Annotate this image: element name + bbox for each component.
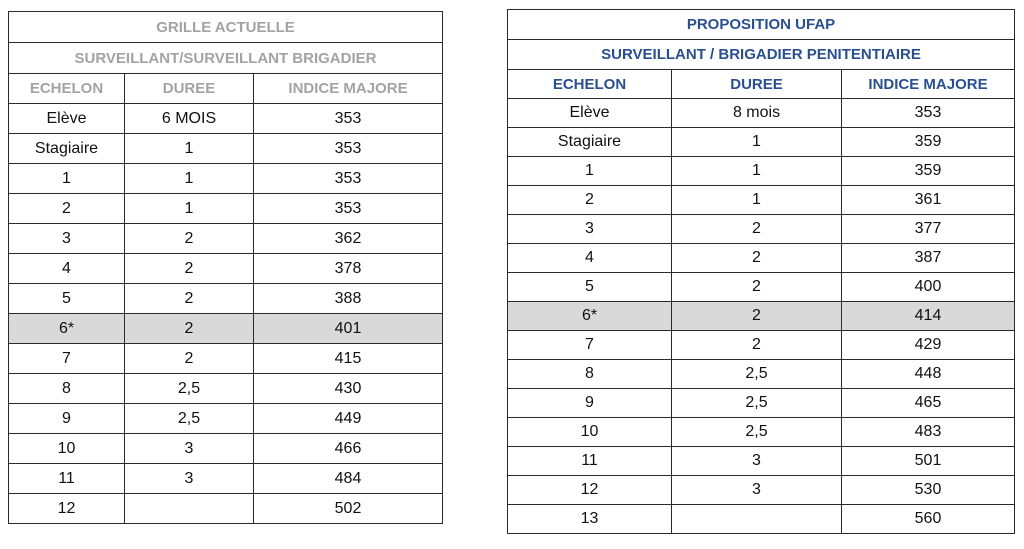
cell-indice-majore: 361 — [842, 186, 1015, 215]
cell-indice-majore: 430 — [254, 374, 443, 404]
cell-indice-majore: 353 — [254, 164, 443, 194]
cell-indice-majore: 359 — [842, 128, 1015, 157]
cell-duree: 8 mois — [672, 99, 842, 128]
table-row — [508, 360, 1015, 389]
cell-indice-majore: 353 — [254, 134, 443, 164]
cell-indice-majore: 530 — [842, 476, 1015, 505]
cell-indice-majore: 466 — [254, 434, 443, 464]
table-row — [508, 215, 1015, 244]
table-row — [508, 157, 1015, 186]
table-row — [9, 224, 443, 254]
cell-duree: 1 — [672, 186, 842, 215]
cell-echelon: 8 — [9, 374, 125, 404]
table-row — [9, 464, 443, 494]
cell-echelon: Elève — [508, 99, 672, 128]
cell-echelon: 3 — [9, 224, 125, 254]
cell-duree: 1 — [125, 134, 254, 164]
column-header-duree: DUREE — [125, 74, 254, 104]
cell-indice-majore: 484 — [254, 464, 443, 494]
column-header-echelon: ECHELON — [508, 70, 672, 99]
table-row — [9, 104, 443, 134]
cell-echelon: 9 — [9, 404, 125, 434]
cell-duree: 2 — [672, 302, 842, 331]
column-header-echelon: ECHELON — [9, 74, 125, 104]
cell-duree: 1 — [125, 164, 254, 194]
cell-echelon: 3 — [508, 215, 672, 244]
cell-duree: 2 — [125, 344, 254, 374]
cell-duree: 2 — [125, 224, 254, 254]
cell-duree: 3 — [672, 447, 842, 476]
cell-indice-majore: 353 — [254, 104, 443, 134]
table-row — [508, 99, 1015, 128]
cell-echelon: 11 — [9, 464, 125, 494]
cell-echelon: Elève — [9, 104, 125, 134]
cell-indice-majore: 362 — [254, 224, 443, 254]
table-row — [508, 128, 1015, 157]
table-row — [508, 418, 1015, 447]
cell-echelon: 12 — [9, 494, 125, 524]
cell-echelon: 5 — [508, 273, 672, 302]
table-title: PROPOSITION UFAP — [508, 10, 1015, 40]
cell-duree — [125, 494, 254, 524]
table-title-row — [9, 12, 443, 43]
cell-echelon: 2 — [9, 194, 125, 224]
cell-indice-majore: 415 — [254, 344, 443, 374]
cell-indice-majore: 377 — [842, 215, 1015, 244]
cell-indice-majore: 359 — [842, 157, 1015, 186]
table-header-row — [9, 74, 443, 104]
cell-echelon: 4 — [508, 244, 672, 273]
table-row — [508, 302, 1015, 331]
table-row — [508, 331, 1015, 360]
table-row — [508, 505, 1015, 534]
table-row — [9, 254, 443, 284]
cell-duree: 2,5 — [672, 360, 842, 389]
cell-indice-majore: 387 — [842, 244, 1015, 273]
cell-echelon: 8 — [508, 360, 672, 389]
cell-echelon: 1 — [9, 164, 125, 194]
cell-duree: 1 — [125, 194, 254, 224]
column-header-indice: INDICE MAJORE — [842, 70, 1015, 99]
cell-echelon: 5 — [9, 284, 125, 314]
cell-duree: 2,5 — [125, 374, 254, 404]
cell-indice-majore: 401 — [254, 314, 443, 344]
cell-indice-majore: 353 — [842, 99, 1015, 128]
cell-duree: 2 — [125, 284, 254, 314]
table-row — [9, 164, 443, 194]
cell-echelon: 2 — [508, 186, 672, 215]
table-row — [508, 273, 1015, 302]
cell-duree: 3 — [125, 464, 254, 494]
cell-echelon: 10 — [508, 418, 672, 447]
cell-duree: 1 — [672, 128, 842, 157]
table-header-row — [508, 70, 1015, 99]
cell-indice-majore: 400 — [842, 273, 1015, 302]
cell-duree — [672, 505, 842, 534]
table-subtitle: SURVEILLANT/SURVEILLANT BRIGADIER — [9, 43, 443, 74]
table-row — [9, 434, 443, 464]
cell-duree: 6 MOIS — [125, 104, 254, 134]
cell-indice-majore: 353 — [254, 194, 443, 224]
table-row — [9, 374, 443, 404]
cell-echelon: 6* — [9, 314, 125, 344]
cell-duree: 1 — [672, 157, 842, 186]
cell-indice-majore: 501 — [842, 447, 1015, 476]
table-subtitle: SURVEILLANT / BRIGADIER PENITENTIAIRE — [508, 40, 1015, 70]
cell-echelon: 9 — [508, 389, 672, 418]
cell-duree: 2,5 — [125, 404, 254, 434]
cell-duree: 2 — [125, 254, 254, 284]
table-row — [9, 494, 443, 524]
cell-echelon: 11 — [508, 447, 672, 476]
cell-duree: 2 — [672, 215, 842, 244]
table-title: GRILLE ACTUELLE — [9, 12, 443, 43]
cell-echelon: 13 — [508, 505, 672, 534]
cell-duree: 2,5 — [672, 418, 842, 447]
cell-echelon: 12 — [508, 476, 672, 505]
cell-echelon: Stagiaire — [9, 134, 125, 164]
table-row — [9, 344, 443, 374]
table-row — [508, 447, 1015, 476]
table-row — [9, 404, 443, 434]
cell-duree: 2 — [672, 273, 842, 302]
cell-echelon: 6* — [508, 302, 672, 331]
table-row — [508, 476, 1015, 505]
ufap-proposal-table — [507, 9, 1015, 534]
table-row — [9, 134, 443, 164]
cell-duree: 2 — [672, 331, 842, 360]
column-header-indice: INDICE MAJORE — [254, 74, 443, 104]
cell-indice-majore: 388 — [254, 284, 443, 314]
cell-echelon: 7 — [9, 344, 125, 374]
table-row — [9, 284, 443, 314]
cell-indice-majore: 429 — [842, 331, 1015, 360]
cell-indice-majore: 448 — [842, 360, 1015, 389]
table-title-row — [508, 10, 1015, 40]
table-row — [508, 244, 1015, 273]
cell-duree: 2 — [125, 314, 254, 344]
cell-echelon: 4 — [9, 254, 125, 284]
cell-duree: 2,5 — [672, 389, 842, 418]
current-grid-table — [8, 11, 443, 524]
cell-indice-majore: 449 — [254, 404, 443, 434]
table-row — [9, 194, 443, 224]
table-row — [508, 186, 1015, 215]
cell-indice-majore: 378 — [254, 254, 443, 284]
cell-indice-majore: 560 — [842, 505, 1015, 534]
cell-indice-majore: 502 — [254, 494, 443, 524]
cell-duree: 2 — [672, 244, 842, 273]
cell-duree: 3 — [125, 434, 254, 464]
table-subtitle-row — [9, 43, 443, 74]
table-row — [508, 389, 1015, 418]
table-row — [9, 314, 443, 344]
table-subtitle-row — [508, 40, 1015, 70]
cell-echelon: 1 — [508, 157, 672, 186]
cell-echelon: 10 — [9, 434, 125, 464]
cell-indice-majore: 483 — [842, 418, 1015, 447]
cell-indice-majore: 465 — [842, 389, 1015, 418]
column-header-duree: DUREE — [672, 70, 842, 99]
cell-echelon: 7 — [508, 331, 672, 360]
cell-indice-majore: 414 — [842, 302, 1015, 331]
cell-duree: 3 — [672, 476, 842, 505]
cell-echelon: Stagiaire — [508, 128, 672, 157]
